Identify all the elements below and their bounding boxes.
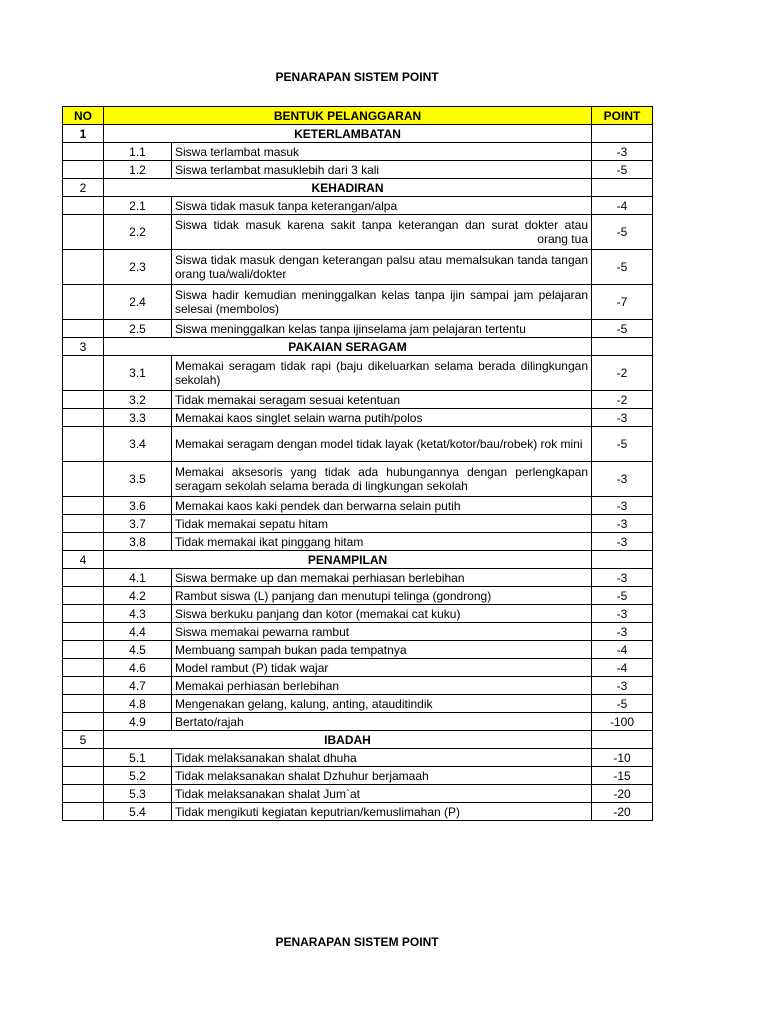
item-point: -3 [592, 497, 653, 515]
item-code: 5.3 [104, 785, 172, 803]
section-number: 2 [63, 179, 104, 197]
table-row [63, 215, 653, 250]
table-row [63, 356, 653, 391]
no-empty [63, 497, 104, 515]
item-point: -4 [592, 659, 653, 677]
item-code: 3.8 [104, 533, 172, 551]
table-row [63, 515, 653, 533]
no-empty [63, 785, 104, 803]
item-point: -3 [592, 677, 653, 695]
item-description: Tidak memakai sepatu hitam [172, 515, 592, 533]
item-code: 2.3 [104, 250, 172, 285]
item-code: 2.2 [104, 215, 172, 250]
item-code: 4.6 [104, 659, 172, 677]
item-description: Mengenakan gelang, kalung, anting, atauditindik [172, 695, 592, 713]
item-code: 1.2 [104, 161, 172, 179]
no-empty [63, 515, 104, 533]
table-row [63, 533, 653, 551]
item-point: -5 [592, 695, 653, 713]
no-empty [63, 605, 104, 623]
item-description: Tidak mengikuti kegiatan keputrian/kemuslimahan (P) [172, 803, 592, 821]
item-point: -7 [592, 285, 653, 320]
section-number: 3 [63, 338, 104, 356]
item-point: -20 [592, 785, 653, 803]
item-point: -5 [592, 427, 653, 462]
no-empty [63, 356, 104, 391]
item-point: -3 [592, 533, 653, 551]
item-point: -3 [592, 143, 653, 161]
section-point-empty [592, 338, 653, 356]
table-row [63, 605, 653, 623]
no-empty [63, 533, 104, 551]
no-empty [63, 409, 104, 427]
header-point: POINT [592, 107, 653, 125]
no-empty [63, 803, 104, 821]
item-code: 2.1 [104, 197, 172, 215]
section-number: 4 [63, 551, 104, 569]
table-row [63, 462, 653, 497]
item-description: Siswa tidak masuk karena sakit tanpa keterangan dan surat dokter atau orang tua [172, 215, 592, 250]
table-row [63, 641, 653, 659]
section-title: KETERLAMBATAN [104, 125, 592, 143]
table-row [63, 695, 653, 713]
item-description: Siswa hadir kemudian meninggalkan kelas tanpa ijin sampai jam pelajaran selesai (membolos) [172, 285, 592, 320]
item-code: 1.1 [104, 143, 172, 161]
item-code: 4.4 [104, 623, 172, 641]
item-point: -5 [592, 320, 653, 338]
table-header-row [63, 107, 653, 125]
no-empty [63, 462, 104, 497]
table-row [63, 161, 653, 179]
item-description: Tidak melaksanakan shalat Dzhuhur berjamaah [172, 767, 592, 785]
item-code: 4.3 [104, 605, 172, 623]
item-description: Tidak melaksanakan shalat Jum`at [172, 785, 592, 803]
table-row [63, 659, 653, 677]
no-empty [63, 285, 104, 320]
item-code: 4.9 [104, 713, 172, 731]
table-row [63, 250, 653, 285]
table-row [63, 391, 653, 409]
section-point-empty [592, 179, 653, 197]
table-row [63, 677, 653, 695]
item-code: 5.4 [104, 803, 172, 821]
item-description: Siswa tidak masuk tanpa keterangan/alpa [172, 197, 592, 215]
header-no: NO [63, 107, 104, 125]
item-point: -5 [592, 587, 653, 605]
table-row [63, 409, 653, 427]
no-empty [63, 391, 104, 409]
item-description: Memakai perhiasan berlebihan [172, 677, 592, 695]
no-empty [63, 641, 104, 659]
violation-point-table [62, 106, 653, 821]
item-description: Siswa terlambat masuklebih dari 3 kali [172, 161, 592, 179]
no-empty [63, 569, 104, 587]
item-point: -5 [592, 215, 653, 250]
no-empty [63, 215, 104, 250]
table-row [63, 713, 653, 731]
item-description: Model rambut (P) tidak wajar [172, 659, 592, 677]
item-description: Siswa berkuku panjang dan kotor (memakai cat kuku) [172, 605, 592, 623]
item-point: -3 [592, 605, 653, 623]
table-row [63, 803, 653, 821]
no-empty [63, 143, 104, 161]
section-title: IBADAH [104, 731, 592, 749]
item-point: -3 [592, 409, 653, 427]
item-description: Siswa tidak masuk dengan keterangan palsu atau memalsukan tanda tangan orang tua/wali/dokter [172, 250, 592, 285]
item-code: 4.2 [104, 587, 172, 605]
item-code: 4.5 [104, 641, 172, 659]
item-point: -5 [592, 161, 653, 179]
header-bentuk-pelanggaran: BENTUK PELANGGARAN [104, 107, 592, 125]
item-code: 5.1 [104, 749, 172, 767]
no-empty [63, 250, 104, 285]
item-description: Siswa memakai pewarna rambut [172, 623, 592, 641]
table-row [63, 427, 653, 462]
no-empty [63, 677, 104, 695]
item-code: 2.4 [104, 285, 172, 320]
table-row [63, 749, 653, 767]
item-point: -3 [592, 515, 653, 533]
item-description: Siswa meninggalkan kelas tanpa ijinselama jam pelajaran tertentu [172, 320, 592, 338]
table-row [63, 320, 653, 338]
item-point: -4 [592, 641, 653, 659]
item-description: Tidak melaksanakan shalat dhuha [172, 749, 592, 767]
no-empty [63, 197, 104, 215]
item-code: 3.5 [104, 462, 172, 497]
section-row [63, 551, 653, 569]
item-point: -3 [592, 569, 653, 587]
item-point: -20 [592, 803, 653, 821]
item-description: Tidak memakai ikat pinggang hitam [172, 533, 592, 551]
item-point: -15 [592, 767, 653, 785]
no-empty [63, 713, 104, 731]
no-empty [63, 320, 104, 338]
section-number: 5 [63, 731, 104, 749]
item-code: 4.7 [104, 677, 172, 695]
item-code: 3.4 [104, 427, 172, 462]
table-row [63, 767, 653, 785]
no-empty [63, 659, 104, 677]
no-empty [63, 587, 104, 605]
item-point: -10 [592, 749, 653, 767]
page-title-bottom: PENARAPAN SISTEM POINT [275, 935, 439, 949]
item-point: -3 [592, 623, 653, 641]
item-description: Siswa terlambat masuk [172, 143, 592, 161]
table-row [63, 623, 653, 641]
item-description: Memakai kaos singlet selain warna putih/polos [172, 409, 592, 427]
table-row [63, 785, 653, 803]
section-point-empty [592, 551, 653, 569]
no-empty [63, 749, 104, 767]
item-code: 3.3 [104, 409, 172, 427]
item-code: 5.2 [104, 767, 172, 785]
section-title: KEHADIRAN [104, 179, 592, 197]
table-row [63, 197, 653, 215]
item-description: Memakai seragam dengan model tidak layak (ketat/kotor/bau/robek) rok mini [172, 427, 592, 462]
table-row [63, 497, 653, 515]
section-title: PENAMPILAN [104, 551, 592, 569]
table-row [63, 569, 653, 587]
section-row [63, 731, 653, 749]
section-row [63, 338, 653, 356]
item-code: 3.2 [104, 391, 172, 409]
table-row [63, 587, 653, 605]
section-point-empty [592, 125, 653, 143]
section-row [63, 125, 653, 143]
item-code: 3.7 [104, 515, 172, 533]
item-description: Tidak memakai seragam sesuai ketentuan [172, 391, 592, 409]
item-description: Bertato/rajah [172, 713, 592, 731]
item-point: -2 [592, 356, 653, 391]
no-empty [63, 427, 104, 462]
item-description: Membuang sampah bukan pada tempatnya [172, 641, 592, 659]
section-number: 1 [63, 125, 104, 143]
table-row [63, 143, 653, 161]
no-empty [63, 767, 104, 785]
section-point-empty [592, 731, 653, 749]
item-description: Memakai kaos kaki pendek dan berwarna selain putih [172, 497, 592, 515]
item-code: 4.1 [104, 569, 172, 587]
no-empty [63, 161, 104, 179]
table-row [63, 285, 653, 320]
item-description: Siswa bermake up dan memakai perhiasan berlebihan [172, 569, 592, 587]
item-point: -100 [592, 713, 653, 731]
section-row [63, 179, 653, 197]
item-point: -5 [592, 250, 653, 285]
item-code: 4.8 [104, 695, 172, 713]
item-point: -4 [592, 197, 653, 215]
item-description: Rambut siswa (L) panjang dan menutupi telinga (gondrong) [172, 587, 592, 605]
page-title: PENARAPAN SISTEM POINT [275, 70, 439, 84]
item-code: 3.1 [104, 356, 172, 391]
item-description: Memakai aksesoris yang tidak ada hubungannya dengan perlengkapan seragam sekolah selama berada di lingkungan sekolah [172, 462, 592, 497]
no-empty [63, 623, 104, 641]
no-empty [63, 695, 104, 713]
item-description: Memakai seragam tidak rapi (baju dikeluarkan selama berada dilingkungan sekolah) [172, 356, 592, 391]
item-code: 2.5 [104, 320, 172, 338]
item-code: 3.6 [104, 497, 172, 515]
item-point: -3 [592, 462, 653, 497]
item-point: -2 [592, 391, 653, 409]
section-title: PAKAIAN SERAGAM [104, 338, 592, 356]
